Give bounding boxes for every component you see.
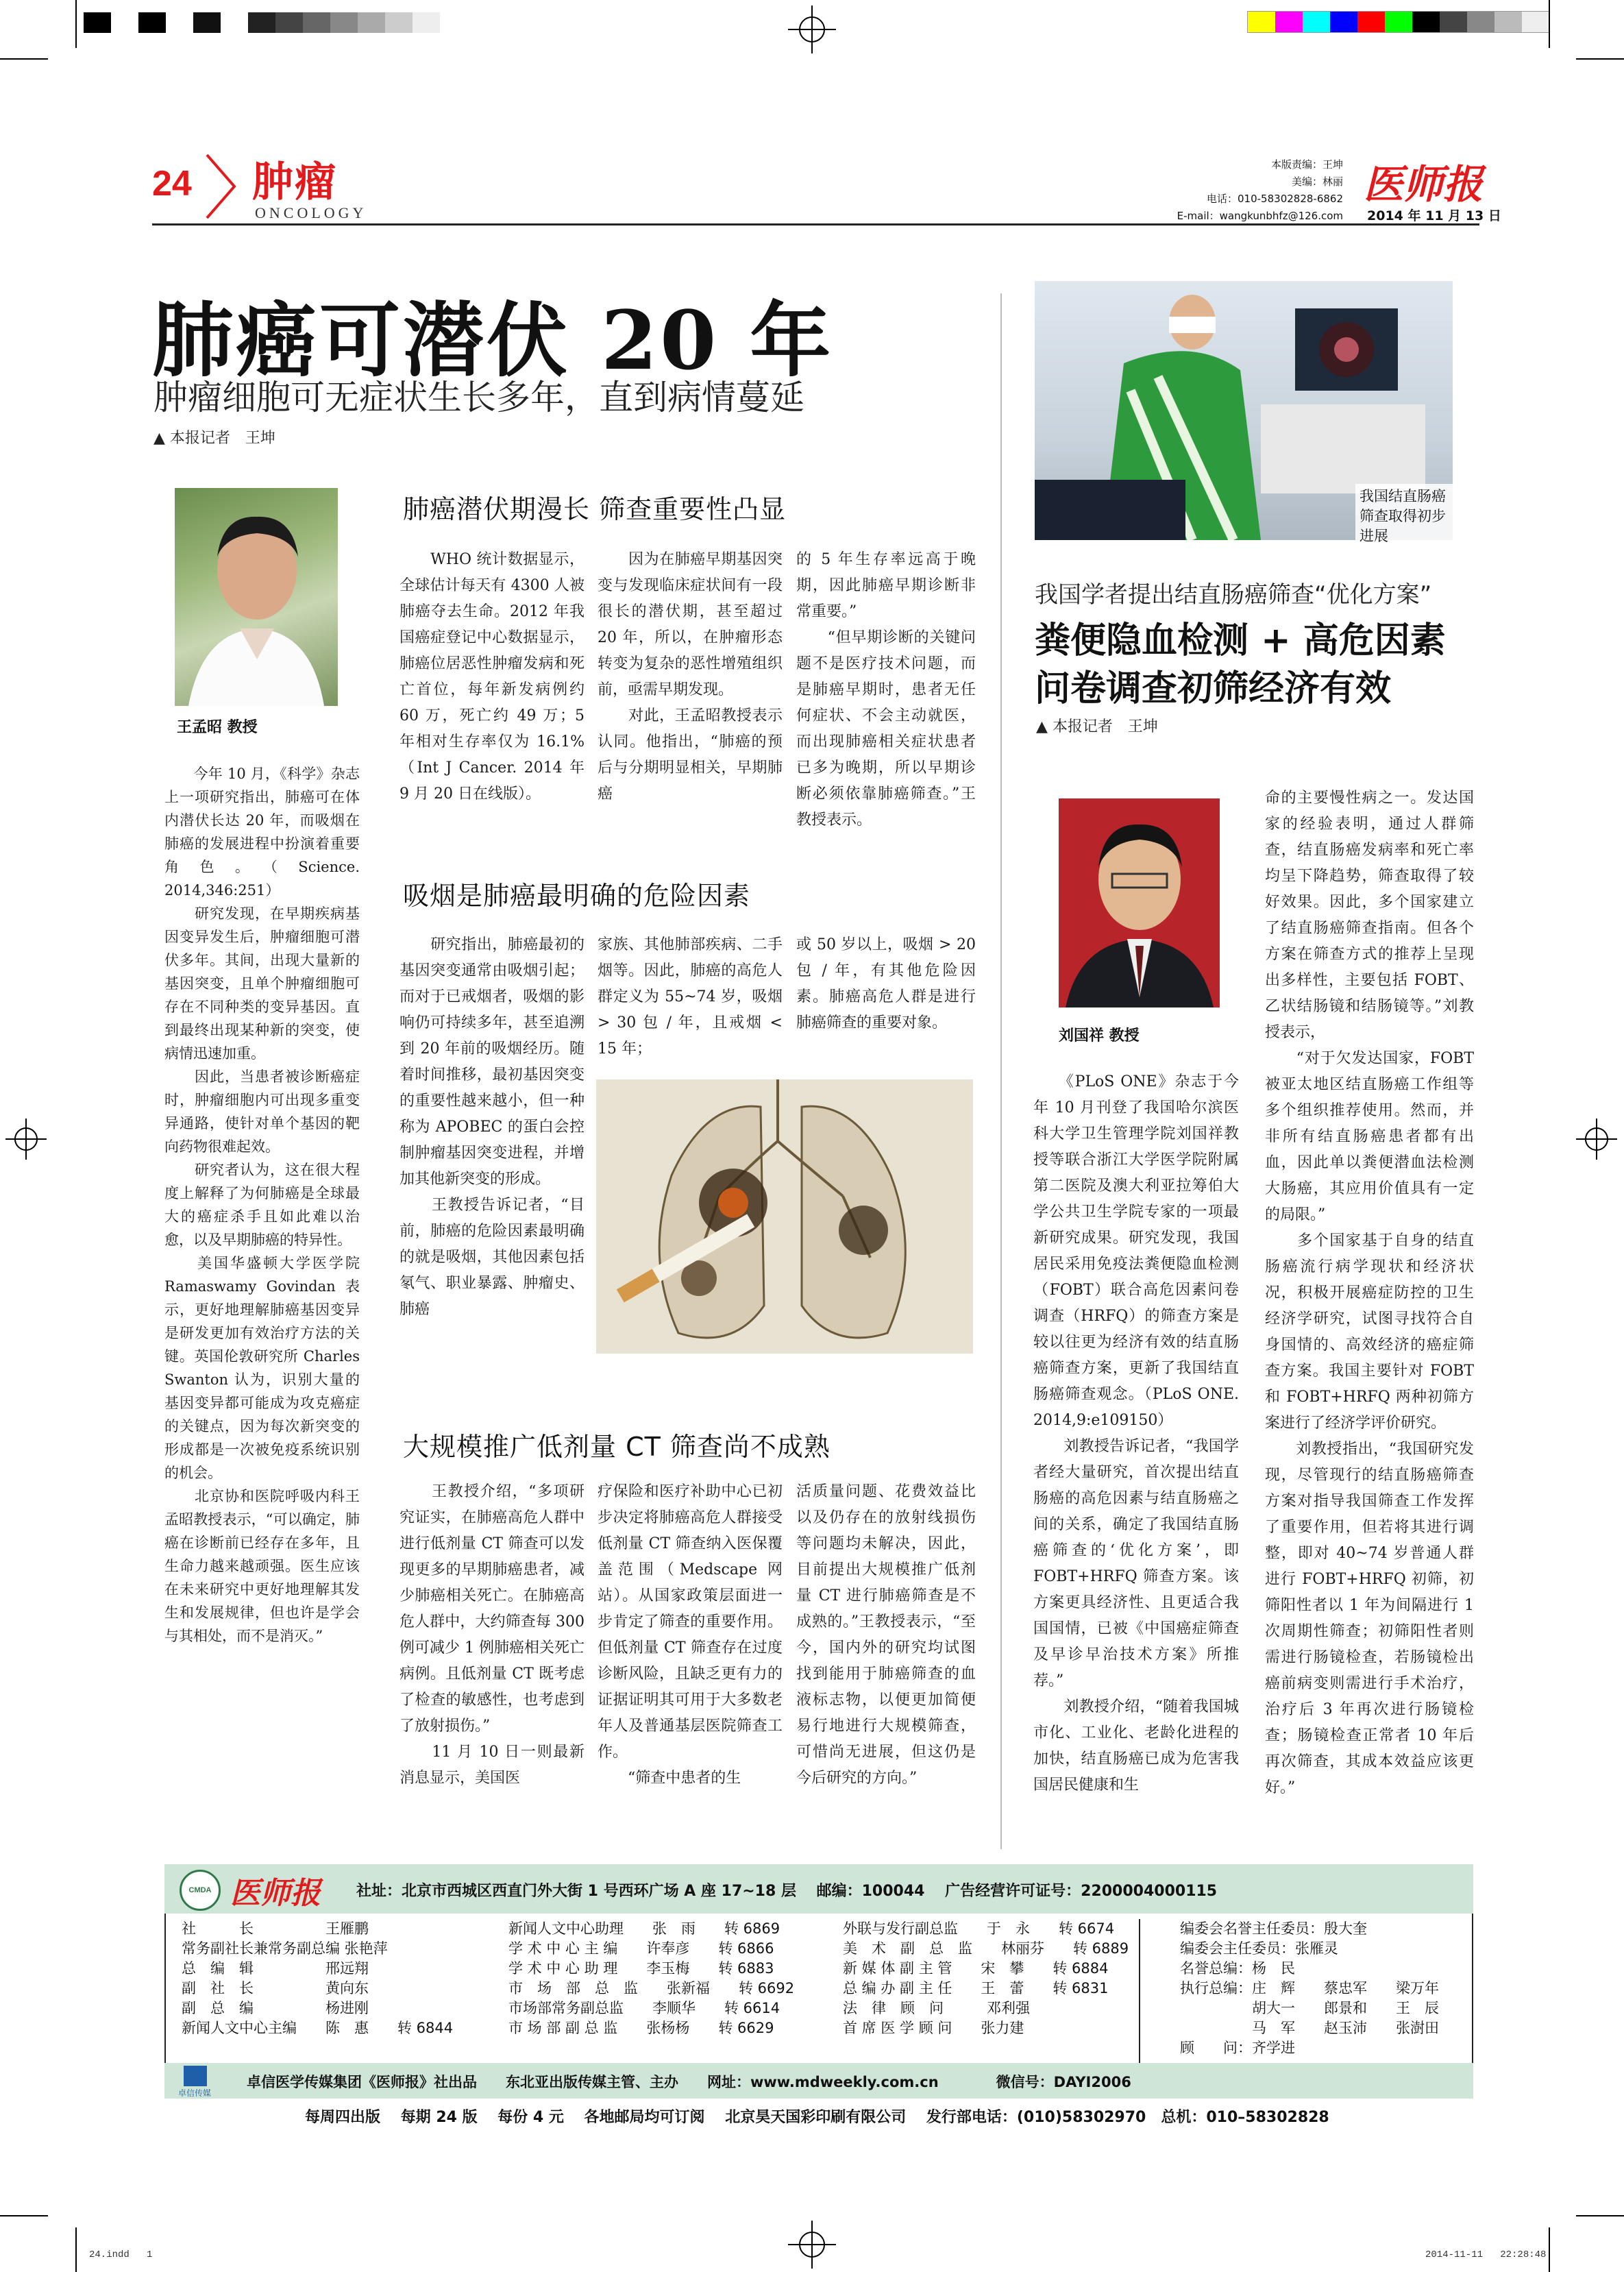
side-col-a: 《PLoS ONE》杂志于今年 10 月刊登了我国哈尔滨医科大学卫生管理学院刘国祥教授等联合浙江大学医学院附属第二医院及澳大利亚拉筹伯大学公共卫生学院专家的一项最新研究成果。研究发现，我国居民采用免疫法粪便隐血检测（FOBT）联合高危因素问卷调查（HRFQ）的筛查方案是较以往更为经济有效的结直肠癌筛查方案，更新了我国结直肠癌筛查观念。（PLoS ONE. 2014,9:e109150） 刘教授告诉记者，“我国学者经大量研究，首次提出结直肠癌的高危因素与结直肠癌之间的关系，确定了我国结直肠癌筛查的‘优化方案’，即 FOBT+HRFQ 筛查方案。该方案更具经济性、且更适合我国国情，已被《中国癌症筛查及早诊早治技术方案》所推荐。” 刘教授介绍，“随着我国城市化、工业化、老龄化进程的加快，结直肠癌已成为危害我国居民健康和生 xyxy=(1033,1073,1239,1794)
s2-col3: 或 50 岁以上，吸烟 > 20 包 / 年，有其他危险因素。肺癌高危人群是进行肺癌筛查的重要对象。 xyxy=(796,936,981,1031)
s3-col3: 活质量问题、花费效益比以及仍存在的放射线损伤等问题均未解决，因此，目前提出大规模推广低剂量 CT 进行肺癌筛查是不成熟的。”王教授表示，“至今，国内外的研究均试图找到能用于肺癌筛查的血液标志物，以便更加简便易行地进行大规模筛查，可惜尚无进展，但这仍是今后研究的方向。” xyxy=(796,1483,976,1787)
side-headline-line1: 粪便隐血检测 + 高危因素 xyxy=(1035,620,1446,661)
side-col-b: 命的主要慢性病之一。发达国家的经验表明，通过人群筛查，结直肠癌发病率和死亡率均呈下降趋势，筛查取得了较好效果。因此，多个国家建立了结直肠癌筛查指南。但各个方案在筛查方式的推荐上呈现出多样性，主要包括 FOBT、乙状结肠镜和结肠镜等。”刘教授表示， “对于欠发达国家，FOBT 被亚太地区结直肠癌工作组等多个组织推荐使用。然而，并非所有结直肠癌患者都有出血，因此单以粪便潜血法检测大肠癌，其应用价值具有一定的局限。” 多个国家基于自身的结直肠癌流行病学现状和经济状况，积极开展癌症防控的卫生经济学研究，试图寻找符合自身国情的、高效经济的癌症筛查方案。我国主要针对 FOBT 和 FOBT+HRFQ 两种初筛方案进行了经济学评价研究。 刘教授指出，“我国研究发现，尽管现行的结直肠癌筛查方案对指导我国筛查工作发挥了重要作用，但若将其进行调整，即对 40~74 岁普通人群进行 FOBT+HRFQ 初筛，初筛阳性者以 1 年为间隔进行 1 次周期性筛查；初筛阳性者则需进行肠镜检查，若肠镜检出癌前病变则需进行手术治疗，治疗后 3 年再次进行肠镜检查；肠镜检查正常者 10 年后再次筛查，其成本效益应该更好。” xyxy=(1265,790,1474,1796)
s1-col1: WHO 统计数据显示，全球估计每天有 4300 人被肺癌夺去生命。2012 年我国癌症登记中心数据显示，肺癌位居恶性肿瘤发病和死亡首位，每年新发病例约 60 万，死亡约 49 万；5 年相对生存率仅为 16.1%（Int J Cancer. 2014 年 9 月 20 日在线版）。 xyxy=(399,551,589,803)
main-headline: 肺癌可潜伏 20 年 xyxy=(152,293,834,388)
main-byline: ▲ 本报记者 王坤 xyxy=(153,430,275,447)
masthead-logo: 医师报 xyxy=(1364,161,1484,208)
portrait-caption-wang: 王孟昭 教授 xyxy=(177,719,258,736)
footer-logo: 医师报 xyxy=(230,1876,321,1911)
footer-publisher-bar xyxy=(164,2063,1473,2099)
issue-date: 2014 年 11 月 13 日 xyxy=(1367,208,1501,223)
staff-col-3: 外联与发行副总监 于 永 转 6674 美 术 副 总 监 林丽芬 转 6889 新 媒 体 副 主 管 宋 攀 转 6884 总 编 办 副 主 任 王 蕾 转 6831 法 律 顾 问 邓利强 首 席 医 学 顾 问 张力建 xyxy=(843,1920,1129,2036)
subhead-ct: 大规模推广低剂量 CT 筛查尚不成熟 xyxy=(403,1432,831,1462)
publisher-logo-icon xyxy=(184,2066,207,2086)
publisher-line: 卓信医学传媒集团《医师报》社出品 东北亚出版传媒主管、主办 网址：www.mdweekly.com.cn 微信号：DAYI2006 xyxy=(247,2074,1131,2090)
editor-phone: 电话：010-58302828-6862 xyxy=(1207,193,1343,205)
publisher-logo: 卓信传媒 xyxy=(178,2088,212,2098)
editor-email: E-mail：wangkunbhfz@126.com xyxy=(1177,210,1343,222)
registration-target-top xyxy=(788,5,836,53)
staff-col-1: 社 长 王雁鹏 常务副社长兼常务副总编 张艳萍 总 编 辑 邢远翔 副 社 长 黄向东 副 总 编 杨进刚 新闻人文中心主编 陈 惠 转 6844 xyxy=(182,1920,454,2036)
crop-mark xyxy=(75,0,77,48)
editor-line xyxy=(1117,156,1343,225)
lung-cigarette-illustration xyxy=(596,1079,973,1354)
registration-target-right xyxy=(1576,1119,1617,1160)
cmda-emblem-text: CMDA xyxy=(188,1886,212,1894)
crop-mark xyxy=(1549,2227,1550,2272)
crop-mark xyxy=(0,58,48,60)
file-slug: 24.indd 1 xyxy=(89,2249,153,2260)
designer-name: 美编：林丽 xyxy=(1291,175,1343,188)
s1-col3: 的 5 年生存率远高于晚期，因此肺癌早期诊断非常重要。” “但早期诊断的关键问题不是医疗技术问题，而是肺癌早期时，患者无任何症状、不会主动就医，而出现肺癌相关症状患者已多为晚期，所以早期诊断必须依靠肺癌筛查。”王教授表示。 xyxy=(796,551,976,829)
s3-col2: 疗保险和医疗补助中心已初步决定将肺癌高危人群接受低剂量 CT 筛查纳入医保覆盖范围（Medscape 网站）。从国家政策层面进一步肯定了筛查的重要作用。但低剂量 CT 筛查存在过度诊断风险，且缺乏更有力的证据证明其可用于大多数老年人及普通基层医院筛查工作。 “筛查中患者的生 xyxy=(598,1483,783,1787)
staff-col-4: 编委会名誉主任委员：殷大奎 编委会主任委员：张雁灵 名誉总编：杨 民 执行总编：庄 辉 蔡忠军 梁万年 胡大一 郎景和 王 辰 马 军 赵玉沛 张澍田 顾 问：齐学进 xyxy=(1180,1920,1439,2056)
crop-mark xyxy=(1549,0,1550,48)
crop-mark xyxy=(1576,2215,1624,2216)
portrait-photo-wang xyxy=(175,488,338,706)
subhead-smoking: 吸烟是肺癌最明确的危险因素 xyxy=(403,881,751,911)
intro-column: 今年 10 月，《科学》杂志上一项研究指出，肺癌可在体内潜伏长达 20 年，而吸烟在肺癌的发展进程中扮演着重要角色。（Science. 2014,346:251） 研究发现，在早期疾病基因变异发生后，肿瘤细胞可潜伏多年。其间，出现大量新的基因突变，且单个肿瘤细胞可存在不同种类的变异基因。直到最终出现某种新的突变，使病情迅速加重。 因此，当患者被诊断癌症时，肿瘤细胞内可出现多重变异通路，使针对单个基因的靶向药物很难起效。 研究者认为，这在很大程度上解释了为何肺癌是全球最大的癌症杀手且如此难以治愈，以及早期肺癌的特异性。 美国华盛顿大学医学院 Ramaswamy Govindan 表示，更好地理解肺癌基因变异是研发更加有效治疗方法的关键。英国伦敦研究所 Charles Swanton 认为，识别大量的基因变异都可能成为攻克癌症的关键点，因为每次新突变的形成都是一次被免疫系统识别的机会。 北京协和医院呼吸内科王孟昭教授表示，“可以确定，肺癌在诊断前已经存在多年，且生命力越来越顽强。医生应该在未来研究中更好地理解其发生和发展规律，但也许是学会与其相处，而不是消灭。” xyxy=(164,766,360,1644)
side-headline-line2: 问卷调查初筛经济有效 xyxy=(1035,668,1392,709)
chevron-right-icon xyxy=(204,154,238,219)
subhead-latency: 肺癌潜伏期漫长 筛查重要性凸显 xyxy=(403,494,787,524)
footer-bottom-line: 每周四出版 每期 24 版 每份 4 元 各地邮局均可订阅 北京昊天国彩印刷有限公司 发行部电话：(010)58302970 总机：010–58302828 xyxy=(305,2109,1329,2126)
crop-mark xyxy=(0,2215,48,2216)
crop-mark xyxy=(75,2227,77,2272)
editor-name: 本版责编：王坤 xyxy=(1270,158,1343,171)
time-stamp: 2014-11-11 22:28:48 xyxy=(1425,2249,1547,2260)
footer-address: 社址：北京市西城区西直门外大街 1 号西环广场 A 座 17~18 层 邮编：100044 广告经营许可证号：2200004000115 xyxy=(356,1883,1218,1900)
s1-col2: 因为在肺癌早期基因突变与发现临床症状间有一段很长的潜伏期，甚至超过 20 年，所以，在肿瘤形态转变为复杂的恶性增殖组织前，亟需早期发现。 对此，王孟昭教授表示认同。他指出，“肺癌的预后与分期明显相关，早期肺癌 xyxy=(598,551,783,803)
portrait-caption-liu: 刘国祥 教授 xyxy=(1059,1027,1140,1045)
s2-col1: 研究指出，肺癌最初的基因突变通常由吸烟引起；而对于已戒烟者，吸烟的影响仍可持续多年，甚至追溯到 20 年前的吸烟经历。随着时间推移，最初基因突变的重要性越来越小，但一种称为 APOBEC 的蛋白会控制肿瘤基因突变进程，并增加其他新突变的形成。 王教授告诉记者，“目前，肺癌的危险因素最明确的就是吸烟，其他因素包括氡气、职业暴露、肿瘤史、肺癌 xyxy=(399,936,585,1318)
footer-address-bar xyxy=(164,1864,1473,1914)
portrait-photo-liu xyxy=(1059,798,1220,1007)
registration-target-left xyxy=(5,1119,47,1160)
colonoscopy-photo-caption: 我国结直肠癌筛查取得初步进展 xyxy=(1355,484,1460,549)
registration-target-bottom xyxy=(788,2221,836,2269)
side-kicker: 我国学者提出结直肠癌筛查“优化方案” xyxy=(1035,581,1432,609)
staff-col-2: 新闻人文中心助理 张 雨 转 6869 学 术 中 心 主 编 许奉彦 转 6866 学 术 中 心 助 理 李玉梅 转 6883 市 场 部 总 监 张新福 转 6692 市场部常务副总监 李顺华 转 6614 市 场 部 副 总 监 张杨杨 转 6629 xyxy=(508,1920,795,2036)
column-divider xyxy=(1000,293,1002,1849)
cmda-emblem xyxy=(180,1870,221,1911)
staff-divider xyxy=(1139,1919,1140,2073)
page-number: 24 xyxy=(152,164,192,204)
s3-col1: 王教授介绍，“多项研究证实，在肺癌高危人群中进行低剂量 CT 筛查可以发现更多的早期肺癌患者，减少肺癌相关死亡。在肺癌高危人群中，大约筛查每 300 例可减少 1 例肺癌相关死亡病例。且低剂量 CT 既考虑了检查的敏感性，也考虑到了放射损伤。” 11 月 10 日一则最新消息显示，美国医 xyxy=(399,1483,585,1787)
crop-mark xyxy=(1576,58,1624,60)
color-bar xyxy=(1247,11,1550,33)
section-subtitle: ONCOLOGY xyxy=(255,204,367,221)
section-title: 肿瘤 xyxy=(252,158,337,206)
side-byline: ▲ 本报记者 王坤 xyxy=(1036,718,1158,735)
main-subheadline: 肿瘤细胞可无症状生长多年，直到病情蔓延 xyxy=(153,378,804,417)
registration-bar-black xyxy=(84,12,440,33)
s2-col2: 家族、其他肺部疾病、二手烟等。因此，肺癌的高危人群定义为 55~74 岁，吸烟 > 30 包 / 年，且戒烟 < 15 年； xyxy=(598,936,787,1058)
